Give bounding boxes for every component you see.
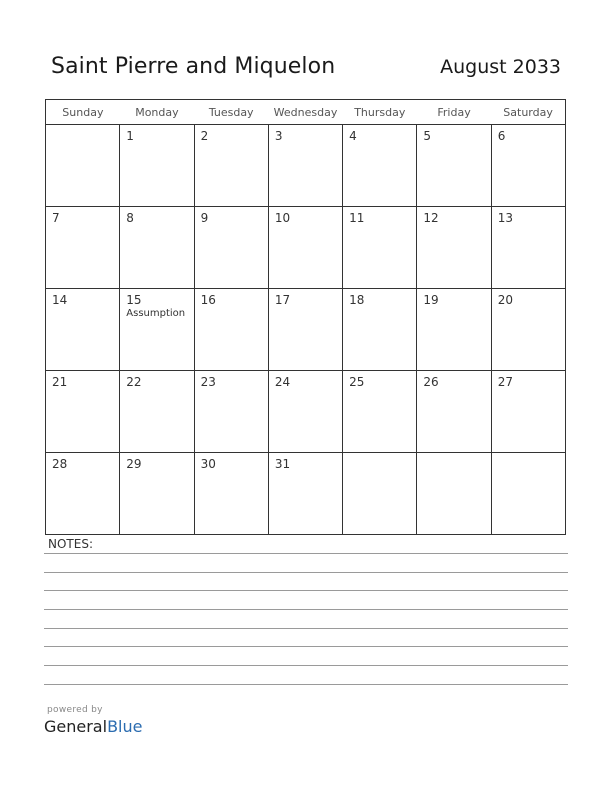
day-cell [417, 207, 491, 289]
day-cell [46, 371, 120, 453]
weekday-header: Tuesday [194, 100, 268, 125]
weekday-header: Sunday [46, 100, 120, 125]
day-cell [343, 371, 417, 453]
day-cell [268, 371, 342, 453]
day-number: 9 [200, 211, 209, 225]
holiday-label: Assumption [126, 308, 186, 319]
day-cell [491, 125, 565, 207]
day-number: 13 [497, 211, 513, 225]
day-cell [268, 125, 342, 207]
day-cell [120, 371, 194, 453]
day-cell [46, 453, 120, 535]
day-number: 28 [52, 457, 68, 471]
brand-blue: Blue [107, 717, 143, 736]
day-number: 11 [349, 211, 365, 225]
day-cell [417, 289, 491, 371]
notes-line [44, 590, 568, 591]
day-cell [343, 289, 417, 371]
week-row [46, 207, 566, 289]
weekday-header: Saturday [491, 100, 565, 125]
day-cell [417, 453, 491, 535]
notes-line [44, 572, 568, 573]
day-cell [491, 207, 565, 289]
day-number: 2 [200, 129, 209, 143]
powered-by-text: powered by [47, 705, 103, 715]
day-number: 22 [126, 375, 142, 389]
day-number: 27 [497, 375, 513, 389]
day-cell [46, 207, 120, 289]
weekday-header: Wednesday [268, 100, 342, 125]
day-number: 8 [126, 211, 134, 225]
day-cell [491, 453, 565, 535]
notes-line [44, 609, 568, 610]
weekday-header: Monday [120, 100, 194, 125]
day-cell [46, 289, 120, 371]
day-number: 16 [200, 293, 216, 307]
weekday-header-row [46, 100, 566, 125]
day-number: 29 [126, 457, 142, 471]
day-cell [268, 289, 342, 371]
weekday-header: Friday [417, 100, 491, 125]
day-cell [194, 453, 268, 535]
day-number: 18 [349, 293, 365, 307]
day-cell [120, 289, 194, 371]
day-cell [120, 207, 194, 289]
day-cell [491, 289, 565, 371]
notes-line [44, 553, 568, 554]
day-cell [491, 371, 565, 453]
notes-line [44, 665, 568, 666]
day-number: 17 [274, 293, 291, 307]
day-cell [343, 125, 417, 207]
day-number: 10 [274, 211, 291, 225]
week-row [46, 289, 566, 371]
day-cell [194, 289, 268, 371]
region-title: Saint Pierre and Miquelon [51, 54, 336, 79]
day-cell [194, 125, 268, 207]
day-number: 25 [349, 375, 365, 389]
day-cell [343, 207, 417, 289]
day-cell [46, 125, 120, 207]
day-number: 12 [423, 211, 439, 225]
notes-line [44, 684, 568, 685]
day-number: 6 [497, 129, 506, 143]
day-number: 15 [126, 293, 142, 307]
day-cell [120, 453, 194, 535]
brand-general: General [44, 717, 108, 736]
week-row [46, 371, 566, 453]
notes-label: NOTES: [48, 537, 93, 551]
notes-line [44, 646, 568, 647]
day-cell [120, 125, 194, 207]
day-cell [417, 125, 491, 207]
month-title: August 2033 [440, 56, 561, 78]
day-number: 5 [423, 129, 432, 143]
generalblue-logo [44, 717, 142, 736]
day-number: 7 [52, 211, 60, 225]
weekday-header: Thursday [343, 100, 417, 125]
day-number: 1 [126, 129, 134, 143]
day-number: 21 [52, 375, 68, 389]
day-cell [343, 453, 417, 535]
day-number: 23 [200, 375, 216, 389]
day-cell [417, 371, 491, 453]
day-cell [268, 207, 342, 289]
day-number: 26 [423, 375, 439, 389]
day-number: 19 [423, 293, 439, 307]
notes-line [44, 628, 568, 629]
week-row [46, 453, 566, 535]
day-number: 20 [497, 293, 513, 307]
day-cell [268, 453, 342, 535]
day-cell [194, 371, 268, 453]
day-number: 3 [274, 129, 283, 143]
day-cell [194, 207, 268, 289]
day-number: 31 [274, 457, 291, 471]
day-number: 24 [274, 375, 291, 389]
day-number: 14 [52, 293, 68, 307]
day-number: 4 [349, 129, 357, 143]
week-row [46, 125, 566, 207]
calendar-grid [45, 99, 566, 535]
day-number: 30 [200, 457, 216, 471]
